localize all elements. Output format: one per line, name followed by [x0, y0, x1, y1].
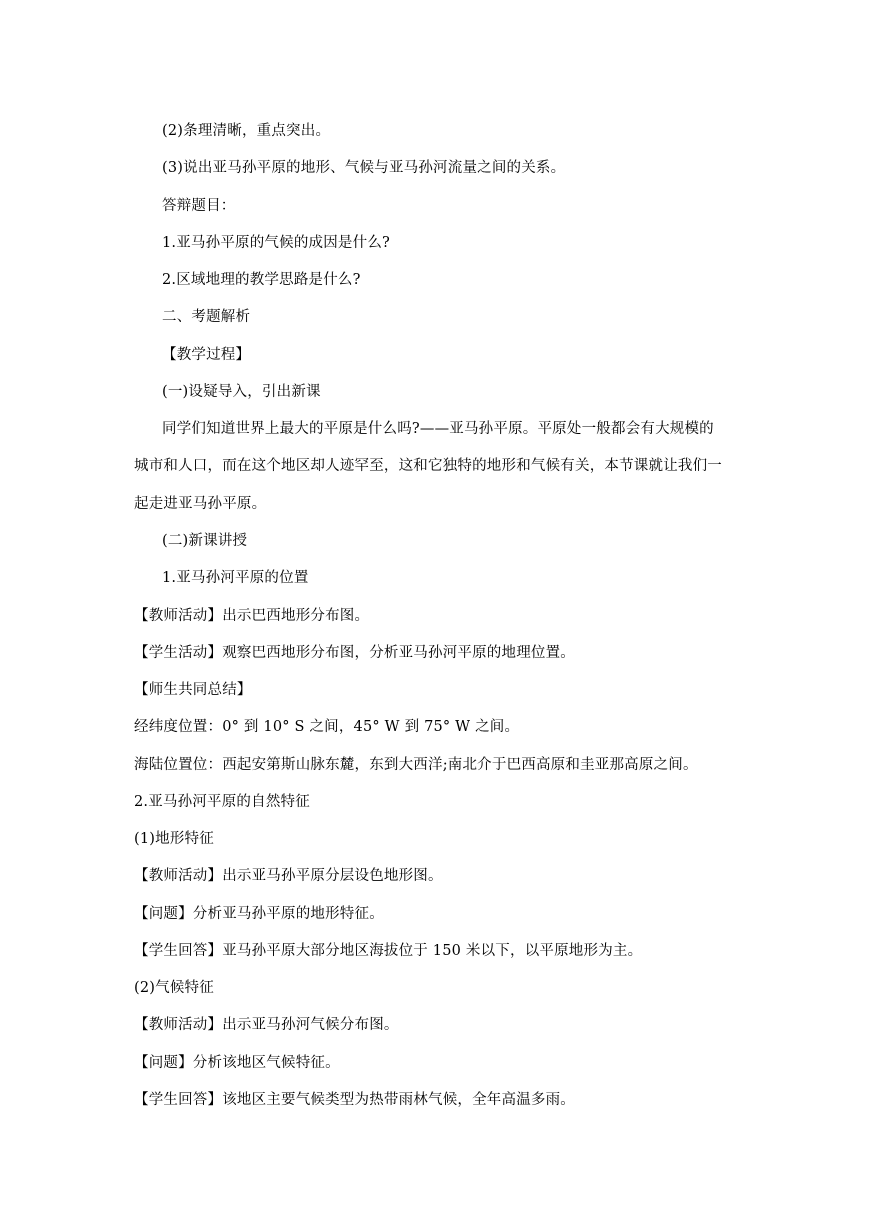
text-line: 【问题】分析该地区气候特征。 [134, 1055, 340, 1071]
text-line: 【学生回答】亚马孙平原大部分地区海拔位于 150 米以下，以平原地形为主。 [134, 943, 643, 959]
text-line: (2)气候特征 [134, 980, 214, 996]
paragraph-line: 起走进亚马孙平原。 [134, 496, 267, 512]
paragraph-line: 同学们知道世界上最大的平原是什么吗?——亚马孙平原。平原处一般都会有大规模的 [162, 421, 714, 437]
text-line: 【教学过程】 [162, 347, 251, 363]
text-line: 2.区域地理的教学思路是什么? [162, 272, 361, 288]
paragraph-line: 城市和人口，而在这个地区却人迹罕至，这和它独特的地形和气候有关，本节课就让我们一 [134, 458, 722, 474]
text-line: 【教师活动】出示巴西地形分布图。 [134, 608, 370, 624]
text-line: (2)条理清晰，重点突出。 [162, 123, 331, 139]
text-line: 1.亚马孙河平原的位置 [162, 570, 309, 586]
text-line: 【问题】分析亚马孙平原的地形特征。 [134, 906, 384, 922]
text-line: 2.亚马孙河平原的自然特征 [134, 794, 310, 810]
text-line: (3)说出亚马孙平原的地形、气候与亚马孙河流量之间的关系。 [162, 160, 566, 176]
text-line: 1.亚马孙平原的气候的成因是什么? [162, 235, 391, 251]
text-line: 经纬度位置：0° 到 10° S 之间，45° W 到 75° W 之间。 [134, 719, 520, 735]
text-line: (1)地形特征 [134, 831, 214, 847]
text-line: 【学生回答】该地区主要气候类型为热带雨林气候，全年高温多雨。 [134, 1092, 575, 1108]
text-line: (二)新课讲授 [162, 533, 248, 549]
text-line: (一)设疑导入，引出新课 [162, 384, 321, 400]
text-line: 海陆位置位：西起安第斯山脉东麓，东到大西洋;南北介于巴西高原和圭亚那高原之间。 [134, 757, 698, 773]
text-line: 【教师活动】出示亚马孙河气候分布图。 [134, 1017, 399, 1033]
text-line: 【教师活动】出示亚马孙平原分层设色地形图。 [134, 868, 443, 884]
text-line: 答辩题目： [162, 198, 236, 214]
text-line: 【师生共同总结】 [134, 682, 252, 698]
section-heading: 二、考题解析 [162, 309, 251, 325]
text-line: 【学生活动】观察巴西地形分布图，分析亚马孙河平原的地理位置。 [134, 645, 575, 661]
